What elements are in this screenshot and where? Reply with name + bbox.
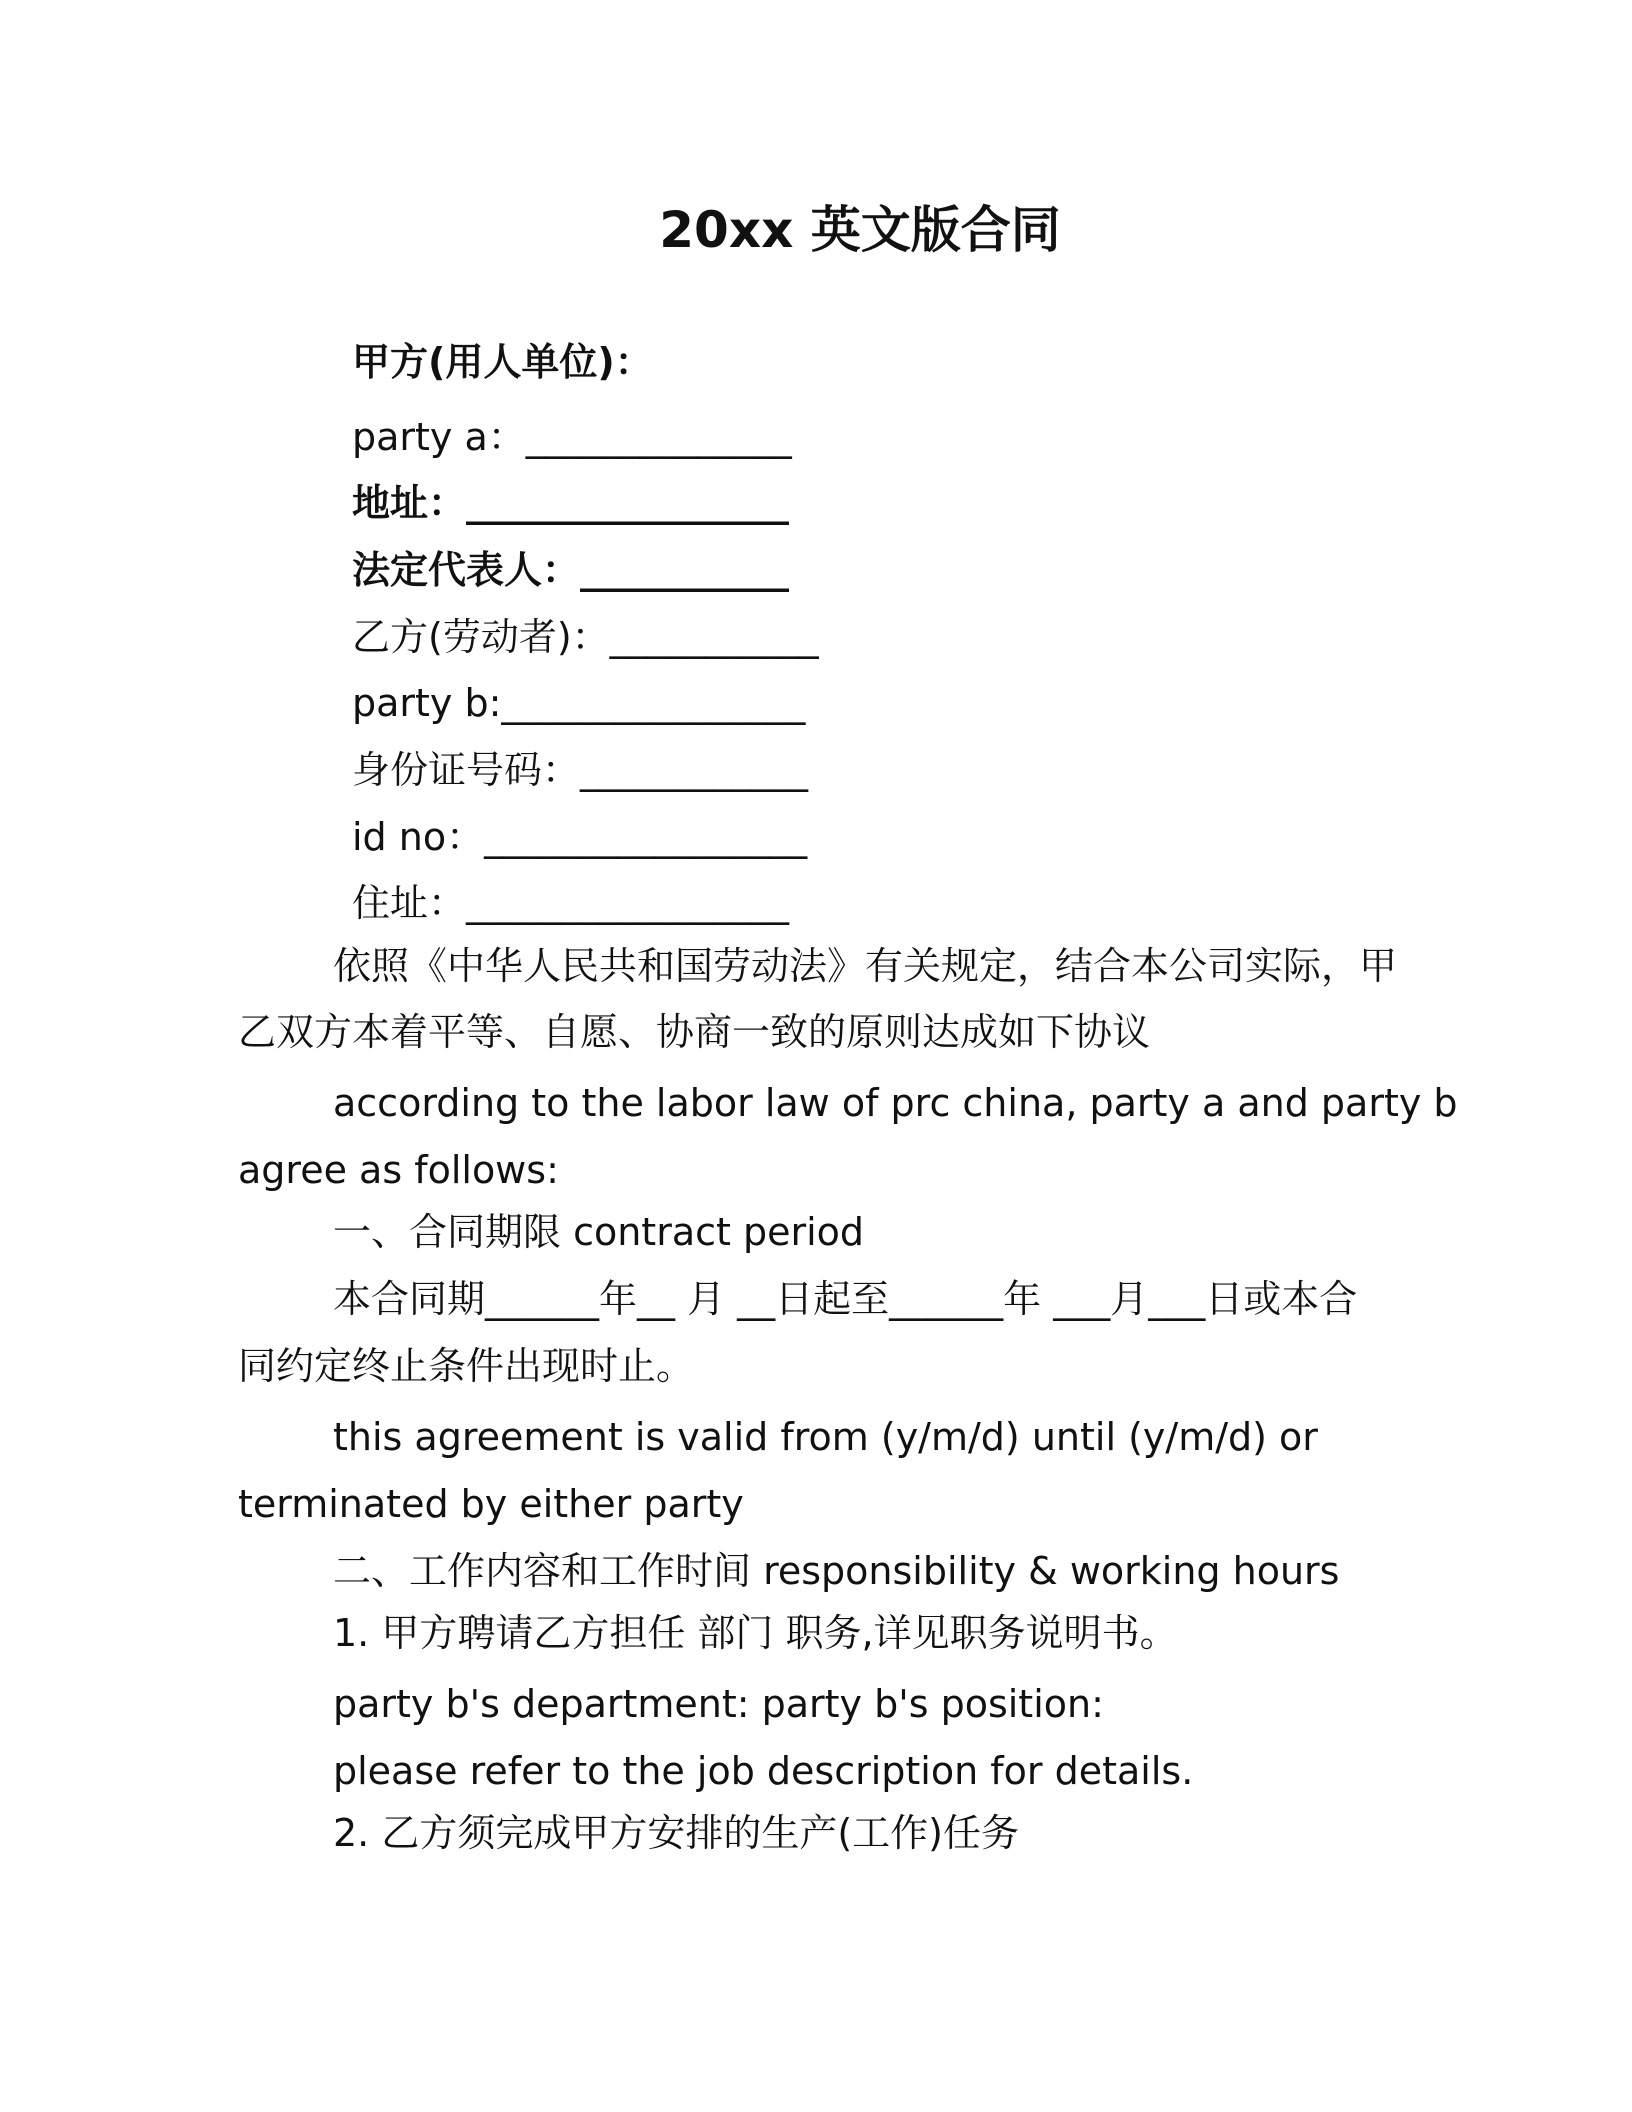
intro-cn-line-1: 依照《中华人民共和国劳动法》有关规定，结合本公司实际，甲: [333, 944, 1398, 988]
section-2-item-1: 1. 甲方聘请乙方担任 部门 职务,详见职务说明书。: [333, 1611, 1178, 1655]
section-1-heading: 一、合同期限 contract period: [333, 1210, 865, 1254]
section-1-en-line-1: this agreement is valid from (y/m/d) until (y/m/d) or: [333, 1415, 1318, 1459]
intro-en-line-2: agree as follows:: [238, 1148, 559, 1192]
section-2-item-1-en-1: party b's department: party b's position:: [333, 1682, 1104, 1726]
id-no-field: id no：_________________: [352, 815, 808, 859]
party-b-field: party b:________________: [352, 681, 806, 725]
id-number-cn-field: 身份证号码：____________: [352, 748, 809, 792]
legal-representative-field: 法定代表人：___________: [352, 548, 790, 592]
residence-field: 住址：_________________: [352, 881, 790, 925]
address-field: 地址：_________________: [352, 481, 790, 525]
section-1-en-line-2: terminated by either party: [238, 1482, 744, 1526]
document-title: 20xx 英文版合同: [659, 201, 1061, 259]
party-a-field: party a：______________: [352, 415, 792, 459]
intro-cn-line-2: 乙双方本着平等、自愿、协商一致的原则达成如下协议: [238, 1010, 1151, 1054]
section-1-cn-line-2: 同约定终止条件出现时止。: [238, 1344, 695, 1388]
section-2-item-1-en-2: please refer to the job description for details.: [333, 1749, 1194, 1793]
party-a-heading: 甲方(用人单位)：: [352, 340, 653, 384]
party-b-cn-field: 乙方(劳动者)：___________: [352, 615, 819, 659]
section-2-item-2: 2. 乙方须完成甲方安排的生产(工作)任务: [333, 1811, 1019, 1855]
section-1-cn-line-1: 本合同期______年__ 月 __日起至______年 ___月___日或本合: [333, 1277, 1358, 1321]
intro-en-line-1: according to the labor law of prc china, party a and party b: [333, 1081, 1458, 1125]
section-2-heading: 二、工作内容和工作时间 responsibility & working hours: [333, 1549, 1340, 1593]
